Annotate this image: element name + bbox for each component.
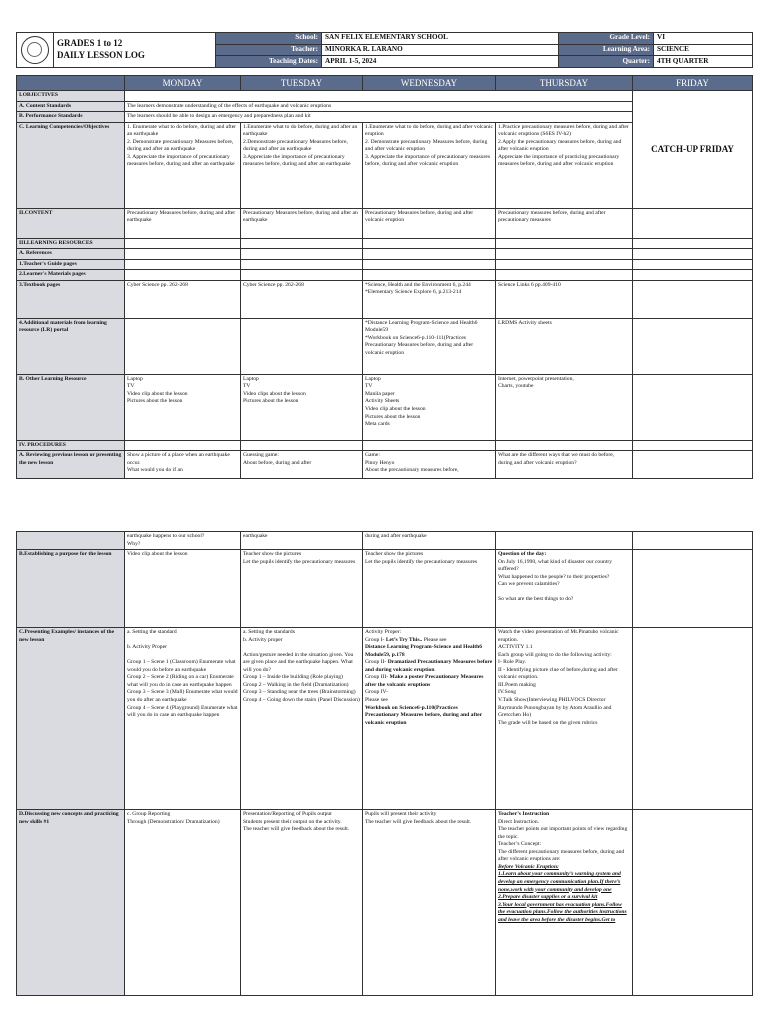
lesson-table-continued <box>16 531 753 996</box>
competencies-thu: 1.Practice precautionary measures before, during and after volcanic eruptions (S6ES IV-h2) 2.Apply the precautionary measures before, during and after volcanic eruption Appreciate the importance of practicing precautionary measures before, during and after volcanic eruption <box>496 122 633 208</box>
review-cont-tue: earthquake <box>241 532 363 550</box>
additional-thu: LRDMS Activity sheets <box>496 318 633 374</box>
content-wed: Precautionary Measures before, during and after volcanic eruption <box>363 208 496 238</box>
content-standards-text: The learners demonstrate understanding of the effects of earthquake and volcanic eruptions <box>125 101 633 112</box>
teaching-dates-value: APRIL 1-5, 2024 <box>322 56 559 68</box>
content-thu: Precautionary measures before, during and after precautionary measures <box>496 208 633 238</box>
grade-level-value: VI <box>654 33 753 45</box>
form-title-log: DAILY LESSON LOG <box>57 50 145 60</box>
review-tue: Guessing game: About before, during and after <box>241 451 363 479</box>
header-table <box>16 32 753 68</box>
purpose-mon: Video clip about the lesson <box>125 550 241 628</box>
form-title-grades: GRADES 1 to 12 <box>57 38 123 49</box>
performance-standards-text: The learners should be able to design an emergency and preparedness plan and kit <box>125 112 633 123</box>
teaching-dates-label: Teaching Dates: <box>216 56 322 68</box>
label-performance-standards: B. Performance Standards <box>17 112 125 123</box>
discussing-tue: Presentation/Reporting of Pupils output Students present their output on the activity. The teacher will give feedback about the result. <box>241 810 363 996</box>
teacher-value: MINORKA R. LARANO <box>322 44 559 56</box>
label-learners-materials: 2.Learner's Materials pages <box>17 270 125 281</box>
presenting-thu: Watch the video presentation of Mt.Pinatubo volcanic eruption. ACTIVITY 1.1 Each group will going to do the following activity: I- Role Play. II - Identifying picture clue of before,during and after volcanic eruption. III.Poem making IV.Song V.Talk Show(Interviewing PHILVOCS Director Raymundo Punongbayan by by Atom Araullio and Gretcchen Ho) The grade will be based on the given rubrics <box>496 628 633 810</box>
other-wed: Laptop TV Manila paper Activity Sheets Video clip about the lesson Pictures about the lesson Meta cards <box>363 374 496 440</box>
content-tue: Precautionary Measures before, during and after an earthquake <box>241 208 363 238</box>
deped-seal-logo <box>17 33 54 68</box>
content-mon: Precautionary Measures before, during and after earthquake <box>125 208 241 238</box>
school-label: School: <box>216 33 322 45</box>
review-cont-wed: during and after earthquake <box>363 532 496 550</box>
discussing-wed: Pupils will present their activity The teacher will give feedback about the result. <box>363 810 496 996</box>
quarter-value: 4TH QUARTER <box>654 56 753 68</box>
label-purpose: B.Establishing a purpose for the lesson <box>17 550 125 628</box>
competencies-tue: 1.Enumerate what to do before, during and after an earthquake 2.Demonstrate precautionary Measures before, during and after an earthquake 3.Appreciate the importance of precautionary measures before, during and after an earthquake <box>241 122 363 208</box>
discussing-thu: Teacher’s Instruction Direct Instruction. The teacher points out important points of view regarding the topic. Teacher’s Concept: The different precautionary measures before, during and after volcanic eruptions are: Before Volcanic Eruption: 1.Learn about your community’s warning system and develop an emergency communication plan.If there’s none,work with your community and develop one 2.Prepare disaster supplies or a survival kit 3.Your local government has evacuation plans.Follow the evacuation plans.Follow the authorities instructions and leave the area before the disaster begins.Get to <box>496 810 633 996</box>
day-friday: FRIDAY <box>633 76 753 91</box>
textbook-mon: Cyber Science pp. 262-268 <box>125 280 241 318</box>
discussing-mon: c. Group Reporting Through (Demonstration/ Dramatization) <box>125 810 241 996</box>
label-content-standards: A. Content Standards <box>17 101 125 112</box>
section-objectives: I.OBJECTIVES <box>17 91 125 102</box>
presenting-tue: a. Setting the standards b. Activity proper Action/gesture needed in the situation given. You are given place and the earthquake happen. What will you do? Group 1 – Inside the building (Role playing) Group 2 – Walking in the field (Dramatization) Group 3 – Standing near the trees (Brainstorming) Group 4 – Going down the stairs (Panel Discussion) <box>241 628 363 810</box>
day-tuesday: TUESDAY <box>241 76 363 91</box>
label-textbook: 3.Textbook pages <box>17 280 125 318</box>
label-review: A. Reviewing previous lesson or presenting the new lesson <box>17 451 125 479</box>
quarter-label: Quarter: <box>559 56 654 68</box>
day-thursday: THURSDAY <box>496 76 633 91</box>
lesson-log-page-2 <box>16 531 752 996</box>
label-additional-materials: 4.Additional materials from learning resource (LR) portal <box>17 318 125 374</box>
label-other-resources: B. Other Learning Resource <box>17 374 125 440</box>
day-monday: MONDAY <box>125 76 241 91</box>
days-header-row <box>17 76 753 91</box>
section-procedures: IV. PROCEDURES <box>17 440 125 451</box>
other-tue: Laptop TV Video clips about the lesson Pictures about the lesson <box>241 374 363 440</box>
review-wed: Game: Pinoy Henyo About the precautionary measures before, <box>363 451 496 479</box>
other-thu: Internet, powerpoint presentation, Charts, youtube <box>496 374 633 440</box>
presenting-mon: a. Setting the standard b. Activity Proper Group 1 – Scene 1 (Classroom) Enumerate what would you do before an earthquake Group 2 – Scene 2 (Riding on a car) Enumerate what will you do in case an earthquake happen Group 3 – Scene 3 (Mall) Enumerate what would you do after an earthquake Group 4 – Scene 4 (Playground) Enumerate what will you do in case an earthquake happen <box>125 628 241 810</box>
purpose-wed: Teacher show the pictures Let the pupils identify the precautionary measures <box>363 550 496 628</box>
textbook-tue: Cyber Science pp. 262-268 <box>241 280 363 318</box>
label-teachers-guide: 1.Teacher's Guide pages <box>17 259 125 270</box>
grade-level-label: Grade Level: <box>559 33 654 45</box>
section-content: II.CONTENT <box>17 208 125 238</box>
review-thu: What are the different ways that we must do before, during and after volcanic eruption? <box>496 451 633 479</box>
learning-area-label: Learning Area: <box>559 44 654 56</box>
other-mon: Laptop TV Video clip about the lesson Pictures about the lesson <box>125 374 241 440</box>
purpose-tue: Teacher show the pictures Let the pupils identify the precautionary measures <box>241 550 363 628</box>
label-discussing: D.Discussing new concepts and practicing new skills #1 <box>17 810 125 996</box>
day-wednesday: WEDNESDAY <box>363 76 496 91</box>
label-presenting: C.Presenting Examples/ instances of the new lesson <box>17 628 125 810</box>
lesson-table <box>16 75 753 479</box>
catch-up-friday: CATCH-UP FRIDAY <box>633 91 753 209</box>
textbook-wed: *Science, Health and the Environment 6, p.244 *Elementary Science Explore 6, p.213-214 <box>363 280 496 318</box>
presenting-wed: Activity Proper: Group I- Let’s Try This.. Please see Distance Learning Program-Science and Health6 Module59, p.178 Group II- Dramatized Precautionary Measures before and during volcanic eruption Group III- Make a poster Precautionary Measures after the volcanic eruptions Group IV- Please see Workbook on Science6-p.110(Practices Precautionary Measures before, during and after volcanic eruption <box>363 628 496 810</box>
lesson-log-page-1 <box>16 32 752 479</box>
label-competencies: C. Learning Competencies/Objectives <box>17 122 125 208</box>
competencies-mon: 1. Enumerate what to do before, during and after an earthquake 2. Demonstrate precautionary Measures before, during and after an earthquake 3. Appreciate the importance of precautionary measures before, during and after an earthquake <box>125 122 241 208</box>
teacher-label: Teacher: <box>216 44 322 56</box>
purpose-thu: Question of the day: On July 16,1990, what kind of disaster our country suffered? What happened to the people? to their properties? Can we prevent calamities? So what are the best things to do? <box>496 550 633 628</box>
competencies-wed: 1.Enumerate what to do before, during and after volcanic eruption 2. Demonstrate precautionary Measures before, during and after volcanic eruption 3. Appreciate the importance of precautionary measures before, during and after volcanic eruption <box>363 122 496 208</box>
additional-wed: *Distance Learning Program-Science and Health6 Module59 *Workbook on Science6-p.110-111(Practices Precautionary Measures before, during and after volcanic eruption <box>363 318 496 374</box>
label-references: A. References <box>17 249 125 260</box>
learning-area-value: SCIENCE <box>654 44 753 56</box>
section-learning-resources: III.LEARNING RESOURCES <box>17 238 125 249</box>
textbook-thu: Science Links 6 pp.409-410 <box>496 280 633 318</box>
review-cont-mon: earthquake happens to our school? Why? <box>125 532 241 550</box>
school-value: SAN FELIX ELEMENTARY SCHOOL <box>322 33 559 45</box>
review-mon: Show a picture of a place when an earthquake occur. What would you do if an <box>125 451 241 479</box>
